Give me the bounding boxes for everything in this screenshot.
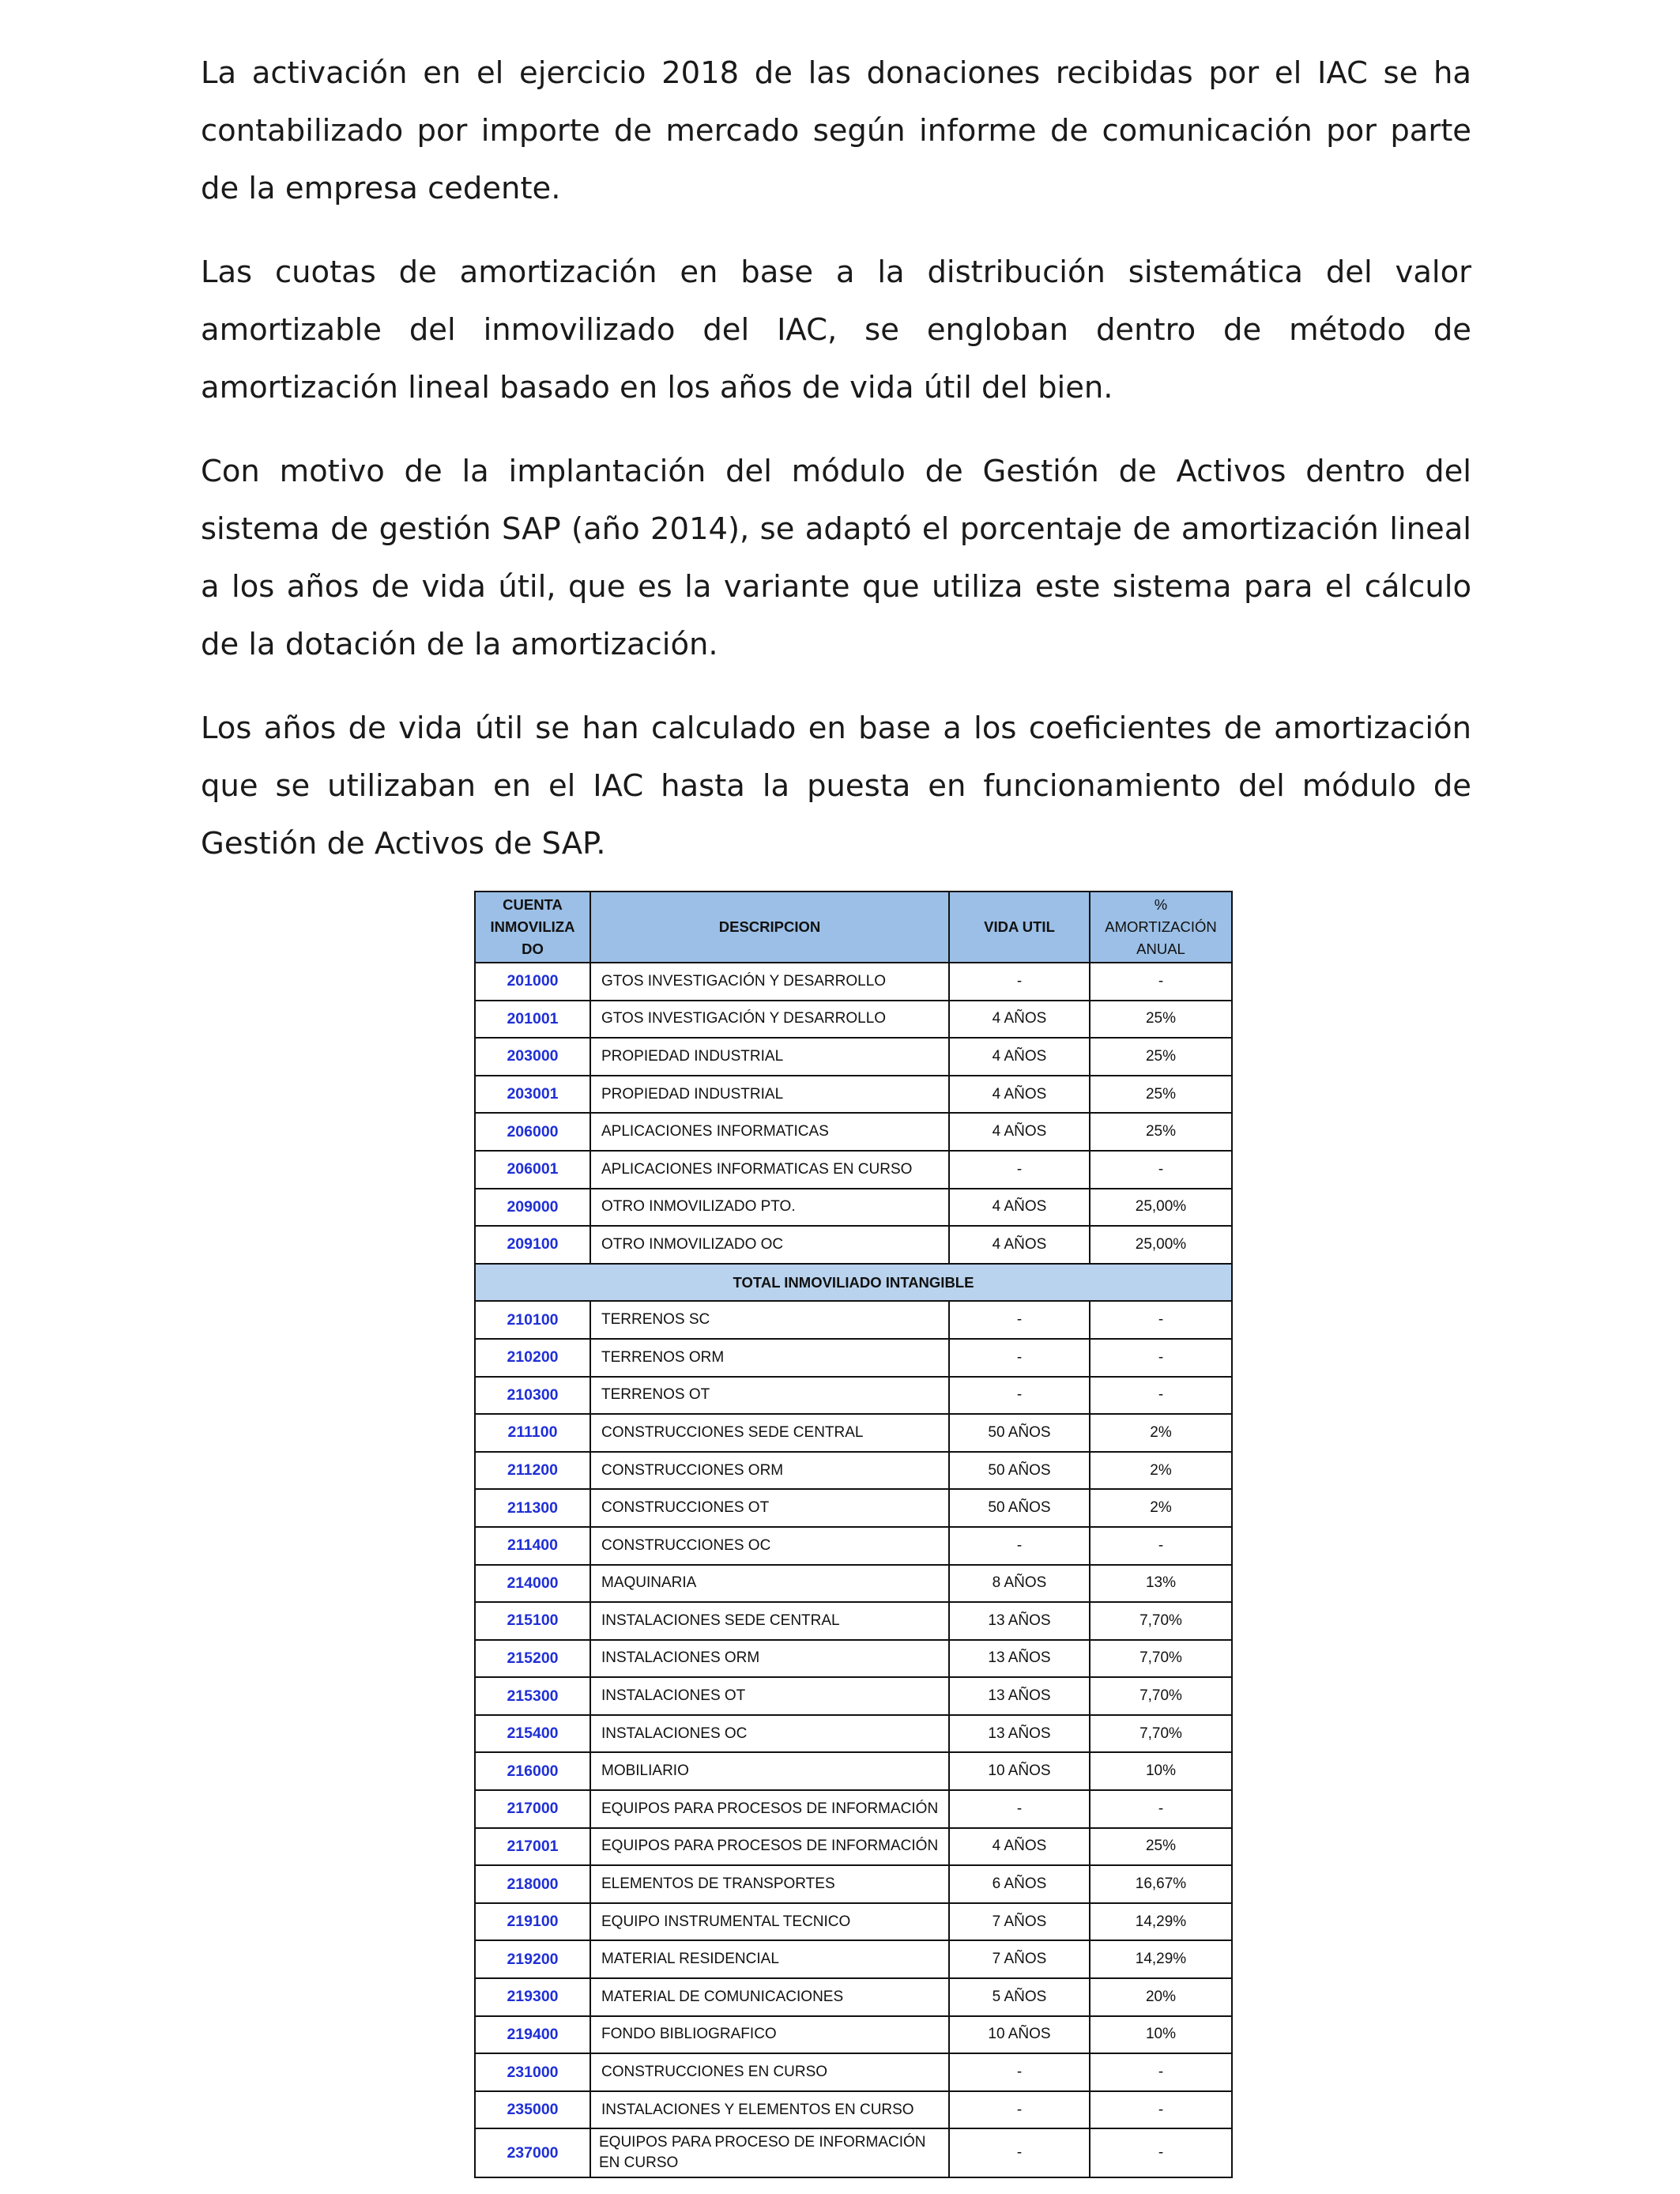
description-cell: INSTALACIONES Y ELEMENTOS EN CURSO	[590, 2091, 949, 2129]
useful-life-cell: 10 AÑOS	[949, 2016, 1090, 2054]
account-code-cell: 218000	[475, 1865, 590, 1903]
account-code-cell: 203000	[475, 1038, 590, 1076]
table-row	[475, 1452, 1232, 1490]
account-code-cell: 217000	[475, 1790, 590, 1828]
amortization-pct-cell: 25,00%	[1090, 1189, 1232, 1227]
amortization-pct-cell: 2%	[1090, 1489, 1232, 1527]
header-life: VIDA UTIL	[949, 892, 1090, 963]
description-cell: TERRENOS SC	[590, 1301, 949, 1339]
table-row	[475, 1414, 1232, 1452]
header-description: DESCRIPCION	[590, 892, 949, 963]
account-code-cell: 219300	[475, 1978, 590, 2016]
amortization-pct-cell: 14,29%	[1090, 1903, 1232, 1941]
account-code-cell: 209100	[475, 1226, 590, 1264]
body-text	[201, 44, 1471, 899]
account-code-cell: 215300	[475, 1677, 590, 1715]
description-cell: TERRENOS OT	[590, 1377, 949, 1415]
table-row	[475, 1076, 1232, 1114]
account-code-cell: 203001	[475, 1076, 590, 1114]
table-row	[475, 1790, 1232, 1828]
useful-life-cell: 50 AÑOS	[949, 1414, 1090, 1452]
account-code-cell: 215200	[475, 1640, 590, 1678]
table-row	[475, 1828, 1232, 1866]
header-account-line-1: CUENTA	[503, 896, 563, 913]
useful-life-cell: -	[949, 1339, 1090, 1377]
amortization-pct-cell: 13%	[1090, 1565, 1232, 1603]
description-cell: FONDO BIBLIOGRAFICO	[590, 2016, 949, 2054]
table-row	[475, 2053, 1232, 2091]
useful-life-cell: 4 AÑOS	[949, 1076, 1090, 1114]
table-row	[475, 1903, 1232, 1941]
table-row	[475, 1038, 1232, 1076]
amortization-table	[474, 891, 1233, 2178]
amortization-pct-cell: 7,70%	[1090, 1640, 1232, 1678]
header-pct-line-2: AMORTIZACIÓN	[1105, 918, 1217, 935]
account-code-cell: 217001	[475, 1828, 590, 1866]
table-header-row	[475, 892, 1232, 963]
account-code-cell: 211200	[475, 1452, 590, 1490]
table-row	[475, 1001, 1232, 1039]
paragraph-3: Con motivo de la implantación del módulo de Gestión de Activos dentro del sistema de gestión SAP (año 2014), se adaptó el porcentaje de amortización lineal a los años de vida útil, que es la variante que utiliza este sistema para el cálculo de la dotación de la amortización.	[201, 454, 1471, 662]
useful-life-cell: 4 AÑOS	[949, 1038, 1090, 1076]
description-cell: EQUIPOS PARA PROCESO DE INFORMACIÓN EN CURSO	[590, 2128, 949, 2177]
useful-life-cell: -	[949, 1377, 1090, 1415]
useful-life-cell: -	[949, 1301, 1090, 1339]
description-cell: CONSTRUCCIONES OT	[590, 1489, 949, 1527]
table-row	[475, 1226, 1232, 1264]
description-cell: INSTALACIONES OC	[590, 1715, 949, 1753]
amortization-pct-cell: 10%	[1090, 2016, 1232, 2054]
useful-life-cell: 4 AÑOS	[949, 1113, 1090, 1151]
table-row	[475, 2016, 1232, 2054]
description-cell: PROPIEDAD INDUSTRIAL	[590, 1076, 949, 1114]
amortization-pct-cell: -	[1090, 2091, 1232, 2129]
table-row	[475, 1151, 1232, 1189]
description-cell: CONSTRUCCIONES OC	[590, 1527, 949, 1565]
description-cell: ELEMENTOS DE TRANSPORTES	[590, 1865, 949, 1903]
amortization-pct-cell: -	[1090, 963, 1232, 1001]
amortization-pct-cell: 2%	[1090, 1414, 1232, 1452]
header-account-line-3: DO	[522, 941, 544, 957]
amortization-pct-cell: 14,29%	[1090, 1940, 1232, 1978]
paragraph-4: Los años de vida útil se han calculado en base a los coeficientes de amortización que se utilizaban en el IAC hasta la puesta en funcionamiento del módulo de Gestión de Activos de SAP.	[201, 711, 1471, 861]
useful-life-cell: 4 AÑOS	[949, 1001, 1090, 1039]
header-pct	[1090, 892, 1232, 963]
account-code-cell: 210100	[475, 1301, 590, 1339]
table-row	[475, 1113, 1232, 1151]
table-row	[475, 1489, 1232, 1527]
description-cell: EQUIPO INSTRUMENTAL TECNICO	[590, 1903, 949, 1941]
account-code-cell: 235000	[475, 2091, 590, 2129]
useful-life-cell: 6 AÑOS	[949, 1865, 1090, 1903]
account-code-cell: 215400	[475, 1715, 590, 1753]
description-cell: GTOS INVESTIGACIÓN Y DESARROLLO	[590, 963, 949, 1001]
account-code-cell: 211300	[475, 1489, 590, 1527]
table-row	[475, 1527, 1232, 1565]
table-row	[475, 1715, 1232, 1753]
amortization-pct-cell: -	[1090, 1527, 1232, 1565]
account-code-cell: 237000	[475, 2128, 590, 2177]
useful-life-cell: 8 AÑOS	[949, 1565, 1090, 1603]
amortization-pct-cell: -	[1090, 2053, 1232, 2091]
useful-life-cell: -	[949, 1790, 1090, 1828]
useful-life-cell: 10 AÑOS	[949, 1752, 1090, 1790]
useful-life-cell: 4 AÑOS	[949, 1828, 1090, 1866]
table-row	[475, 1339, 1232, 1377]
table-row	[475, 1640, 1232, 1678]
description-cell: GTOS INVESTIGACIÓN Y DESARROLLO	[590, 1001, 949, 1039]
paragraph-1: La activación en el ejercicio 2018 de las donaciones recibidas por el IAC se ha contabilizado por importe de mercado según informe de comunicación por parte de la empresa cedente.	[201, 55, 1471, 206]
account-code-cell: 206000	[475, 1113, 590, 1151]
amortization-pct-cell: -	[1090, 1339, 1232, 1377]
amortization-table-container	[474, 891, 1231, 2178]
amortization-pct-cell: 16,67%	[1090, 1865, 1232, 1903]
useful-life-cell: -	[949, 1527, 1090, 1565]
description-cell: APLICACIONES INFORMATICAS EN CURSO	[590, 1151, 949, 1189]
amortization-pct-cell: 2%	[1090, 1452, 1232, 1490]
amortization-pct-cell: 7,70%	[1090, 1602, 1232, 1640]
header-account-line-2: INMOVILIZA	[490, 918, 575, 935]
description-cell: INSTALACIONES OT	[590, 1677, 949, 1715]
useful-life-cell: 4 AÑOS	[949, 1189, 1090, 1227]
description-cell: EQUIPOS PARA PROCESOS DE INFORMACIÓN	[590, 1790, 949, 1828]
description-cell: OTRO INMOVILIZADO OC	[590, 1226, 949, 1264]
table-row	[475, 1978, 1232, 2016]
account-code-cell: 214000	[475, 1565, 590, 1603]
description-cell: APLICACIONES INFORMATICAS	[590, 1113, 949, 1151]
account-code-cell: 219200	[475, 1940, 590, 1978]
account-code-cell: 211400	[475, 1527, 590, 1565]
table-row	[475, 1865, 1232, 1903]
section-total-row	[475, 1264, 1232, 1302]
description-cell: CONSTRUCCIONES SEDE CENTRAL	[590, 1414, 949, 1452]
account-code-cell: 211100	[475, 1414, 590, 1452]
table-row	[475, 1602, 1232, 1640]
account-code-cell: 219100	[475, 1903, 590, 1941]
description-cell: MATERIAL RESIDENCIAL	[590, 1940, 949, 1978]
useful-life-cell: 13 AÑOS	[949, 1602, 1090, 1640]
description-cell: INSTALACIONES ORM	[590, 1640, 949, 1678]
table-row	[475, 1677, 1232, 1715]
account-code-cell: 210200	[475, 1339, 590, 1377]
account-code-cell: 209000	[475, 1189, 590, 1227]
table-row	[475, 2128, 1232, 2177]
account-code-cell: 216000	[475, 1752, 590, 1790]
amortization-pct-cell: 25%	[1090, 1038, 1232, 1076]
amortization-pct-cell: 20%	[1090, 1978, 1232, 2016]
useful-life-cell: 7 AÑOS	[949, 1903, 1090, 1941]
amortization-pct-cell: 7,70%	[1090, 1677, 1232, 1715]
amortization-pct-cell: 25,00%	[1090, 1226, 1232, 1264]
amortization-pct-cell: 10%	[1090, 1752, 1232, 1790]
useful-life-cell: -	[949, 1151, 1090, 1189]
useful-life-cell: 7 AÑOS	[949, 1940, 1090, 1978]
useful-life-cell: 50 AÑOS	[949, 1452, 1090, 1490]
account-code-cell: 219400	[475, 2016, 590, 2054]
table-row	[475, 1565, 1232, 1603]
useful-life-cell: 13 AÑOS	[949, 1640, 1090, 1678]
amortization-pct-cell: 25%	[1090, 1828, 1232, 1866]
section-total-label: TOTAL INMOVILIADO INTANGIBLE	[475, 1264, 1232, 1302]
useful-life-cell: 4 AÑOS	[949, 1226, 1090, 1264]
account-code-cell: 206001	[475, 1151, 590, 1189]
account-code-cell: 231000	[475, 2053, 590, 2091]
amortization-pct-cell: -	[1090, 1301, 1232, 1339]
account-code-cell: 201000	[475, 963, 590, 1001]
account-code-cell: 201001	[475, 1001, 590, 1039]
amortization-pct-cell: -	[1090, 2128, 1232, 2177]
description-cell: CONSTRUCCIONES EN CURSO	[590, 2053, 949, 2091]
useful-life-cell: -	[949, 2128, 1090, 2177]
amortization-pct-cell: 25%	[1090, 1076, 1232, 1114]
description-cell: OTRO INMOVILIZADO PTO.	[590, 1189, 949, 1227]
description-cell: INSTALACIONES SEDE CENTRAL	[590, 1602, 949, 1640]
amortization-pct-cell: -	[1090, 1151, 1232, 1189]
account-code-cell: 210300	[475, 1377, 590, 1415]
table-row	[475, 1189, 1232, 1227]
description-cell: PROPIEDAD INDUSTRIAL	[590, 1038, 949, 1076]
paragraph-2: Las cuotas de amortización en base a la distribución sistemática del valor amortizable del inmovilizado del IAC, se engloban dentro de método de amortización lineal basado en los años de vida útil del bien.	[201, 254, 1471, 405]
header-pct-line-1: %	[1154, 896, 1168, 913]
useful-life-cell: 50 AÑOS	[949, 1489, 1090, 1527]
description-cell: MOBILIARIO	[590, 1752, 949, 1790]
account-code-cell: 215100	[475, 1602, 590, 1640]
useful-life-cell: -	[949, 2053, 1090, 2091]
amortization-pct-cell: 25%	[1090, 1001, 1232, 1039]
description-cell: CONSTRUCCIONES ORM	[590, 1452, 949, 1490]
table-row	[475, 1752, 1232, 1790]
table-body	[475, 963, 1232, 2177]
amortization-pct-cell: -	[1090, 1377, 1232, 1415]
table-row	[475, 1377, 1232, 1415]
table-row	[475, 1301, 1232, 1339]
table-row	[475, 2091, 1232, 2129]
header-account	[475, 892, 590, 963]
useful-life-cell: 5 AÑOS	[949, 1978, 1090, 2016]
useful-life-cell: 13 AÑOS	[949, 1715, 1090, 1753]
amortization-pct-cell: -	[1090, 1790, 1232, 1828]
description-cell: EQUIPOS PARA PROCESOS DE INFORMACIÓN	[590, 1828, 949, 1866]
header-pct-line-3: ANUAL	[1136, 941, 1185, 957]
table-row	[475, 963, 1232, 1001]
description-cell: TERRENOS ORM	[590, 1339, 949, 1377]
useful-life-cell: -	[949, 963, 1090, 1001]
description-cell: MATERIAL DE COMUNICACIONES	[590, 1978, 949, 2016]
amortization-pct-cell: 25%	[1090, 1113, 1232, 1151]
amortization-pct-cell: 7,70%	[1090, 1715, 1232, 1753]
useful-life-cell: 13 AÑOS	[949, 1677, 1090, 1715]
table-row	[475, 1940, 1232, 1978]
description-cell: MAQUINARIA	[590, 1565, 949, 1603]
useful-life-cell: -	[949, 2091, 1090, 2129]
